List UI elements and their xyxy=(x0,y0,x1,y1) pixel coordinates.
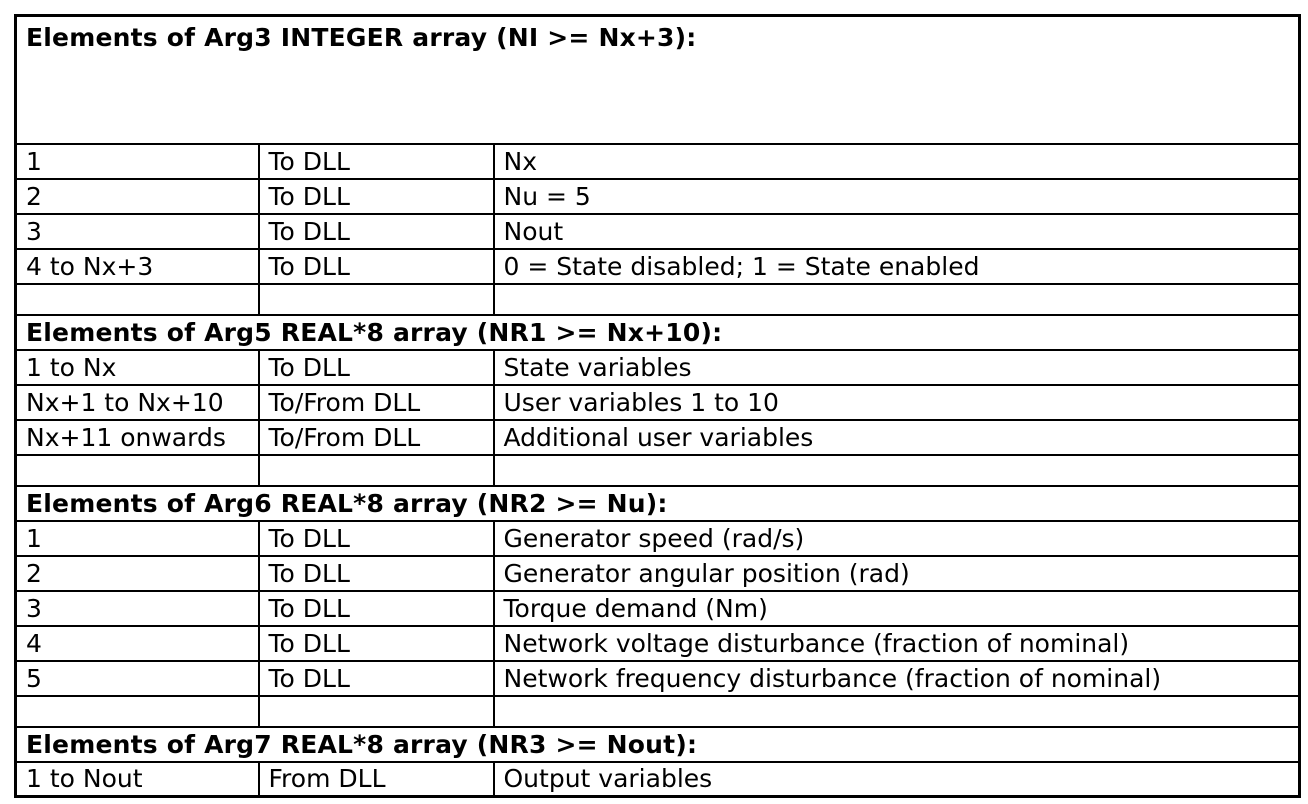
cell-description: Generator speed (rad/s) xyxy=(494,521,1300,556)
cell-description: Nout xyxy=(494,214,1300,249)
empty-cell xyxy=(16,284,259,315)
cell-element: 3 xyxy=(16,591,259,626)
cell-description: State variables xyxy=(494,350,1300,385)
empty-cell xyxy=(16,696,259,727)
table-row xyxy=(16,249,1300,284)
cell-element: 2 xyxy=(16,556,259,591)
cell-description: Generator angular position (rad) xyxy=(494,556,1300,591)
cell-direction: To DLL xyxy=(259,591,494,626)
empty-cell xyxy=(494,696,1300,727)
separator-row xyxy=(16,696,1300,727)
cell-description: User variables 1 to 10 xyxy=(494,385,1300,420)
cell-description: Network frequency disturbance (fraction of nominal) xyxy=(494,661,1300,696)
section-header-arg7 xyxy=(16,727,1300,762)
empty-cell xyxy=(259,696,494,727)
section-title: Elements of Arg5 REAL*8 array (NR1 >= Nx+10): xyxy=(16,315,1300,350)
empty-cell xyxy=(494,455,1300,486)
cell-direction: To DLL xyxy=(259,661,494,696)
cell-element: 1 xyxy=(16,144,259,179)
empty-cell xyxy=(259,455,494,486)
cell-description: Output variables xyxy=(494,762,1300,797)
cell-element: 5 xyxy=(16,661,259,696)
cell-direction: To DLL xyxy=(259,179,494,214)
empty-cell xyxy=(16,455,259,486)
cell-element: 4 to Nx+3 xyxy=(16,249,259,284)
separator-row xyxy=(16,455,1300,486)
dll-interface-table xyxy=(14,14,1301,798)
cell-description: Nu = 5 xyxy=(494,179,1300,214)
cell-description: Network voltage disturbance (fraction of nominal) xyxy=(494,626,1300,661)
cell-element: 1 to Nout xyxy=(16,762,259,797)
cell-direction: From DLL xyxy=(259,762,494,797)
cell-element: 3 xyxy=(16,214,259,249)
cell-direction: To DLL xyxy=(259,214,494,249)
section-title: Elements of Arg6 REAL*8 array (NR2 >= Nu): xyxy=(16,486,1300,521)
cell-direction: To DLL xyxy=(259,249,494,284)
section-title: Elements of Arg7 REAL*8 array (NR3 >= Nout): xyxy=(16,727,1300,762)
empty-cell xyxy=(259,284,494,315)
empty-cell xyxy=(494,284,1300,315)
table-row xyxy=(16,420,1300,455)
cell-description: Torque demand (Nm) xyxy=(494,591,1300,626)
table-row xyxy=(16,556,1300,591)
table-row xyxy=(16,762,1300,797)
section-header-arg6 xyxy=(16,486,1300,521)
cell-element: 1 xyxy=(16,521,259,556)
cell-direction: To DLL xyxy=(259,626,494,661)
cell-direction: To DLL xyxy=(259,521,494,556)
cell-description: Additional user variables xyxy=(494,420,1300,455)
cell-description: 0 = State disabled; 1 = State enabled xyxy=(494,249,1300,284)
cell-element: Nx+11 onwards xyxy=(16,420,259,455)
cell-element: 4 xyxy=(16,626,259,661)
cell-element: 2 xyxy=(16,179,259,214)
table-row xyxy=(16,385,1300,420)
cell-element: Nx+1 to Nx+10 xyxy=(16,385,259,420)
table-row xyxy=(16,214,1300,249)
table-row xyxy=(16,179,1300,214)
table-row xyxy=(16,591,1300,626)
table-row xyxy=(16,626,1300,661)
table-row xyxy=(16,661,1300,696)
table-row xyxy=(16,144,1300,179)
table-row xyxy=(16,521,1300,556)
cell-description: Nx xyxy=(494,144,1300,179)
cell-direction: To DLL xyxy=(259,144,494,179)
separator-row xyxy=(16,284,1300,315)
table-row xyxy=(16,350,1300,385)
section-title: Elements of Arg3 INTEGER array (NI >= Nx+3): xyxy=(16,16,1300,144)
cell-direction: To DLL xyxy=(259,350,494,385)
cell-element: 1 to Nx xyxy=(16,350,259,385)
cell-direction: To/From DLL xyxy=(259,385,494,420)
cell-direction: To DLL xyxy=(259,556,494,591)
section-header-arg5 xyxy=(16,315,1300,350)
cell-direction: To/From DLL xyxy=(259,420,494,455)
section-header-arg3 xyxy=(16,16,1300,144)
